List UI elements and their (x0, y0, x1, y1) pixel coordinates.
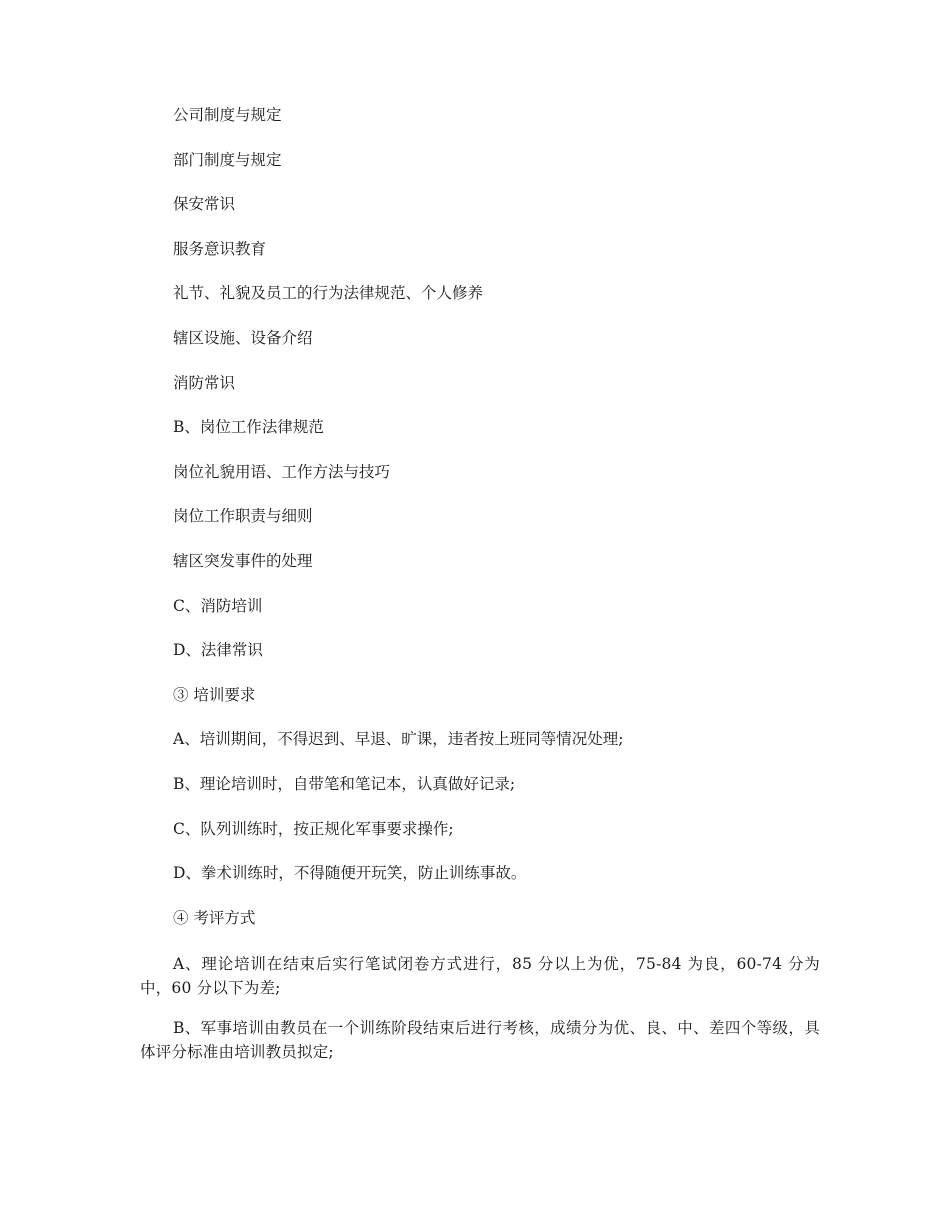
section-heading: D、法律常识 (173, 641, 263, 660)
section-heading: C、消防培训 (173, 596, 263, 615)
text-line: 服务意识教育 (173, 239, 267, 258)
section-heading: ③ 培训要求 (173, 685, 256, 704)
section-heading: ④ 考评方式 (173, 908, 256, 927)
section-heading: B、岗位工作法律规范 (173, 418, 324, 437)
text-line: 公司制度与规定 (173, 106, 282, 124)
text-line: 消防常识 (173, 373, 236, 392)
text-line: 辖区突发事件的处理 (173, 551, 313, 570)
text-line: 岗位礼貌用语、工作方法与技巧 (173, 462, 391, 481)
text-line: C、队列训练时，按正规化军事要求操作; (173, 819, 454, 838)
text-line: A、培训期间，不得迟到、早退、旷课，违者按上班同等情况处理; (173, 730, 624, 749)
text-line: 辖区设施、设备介绍 (173, 328, 313, 347)
text-line: B、理论培训时，自带笔和笔记本，认真做好记录; (173, 774, 516, 793)
paragraph: B、军事培训由教员在一个训练阶段结束后进行考核，成绩分为优、良、中、差四个等级，具体评分标准由培训教员拟定; (140, 1019, 820, 1062)
document-body (140, 105, 820, 1080)
text-line: 保安常识 (173, 195, 236, 214)
text-line: 岗位工作职责与细则 (173, 507, 313, 526)
text-line: 礼节、礼貌及员工的行为法律规范、个人修养 (173, 284, 484, 303)
text-line: D、拳术训练时，不得随便开玩笑，防止训练事故。 (173, 864, 527, 883)
paragraph: A、理论培训在结束后实行笔试闭卷方式进行，85 分以上为优，75-84 为良，60-74 分为中，60 分以下为差; (140, 955, 820, 998)
text-line: 部门制度与规定 (173, 150, 282, 169)
